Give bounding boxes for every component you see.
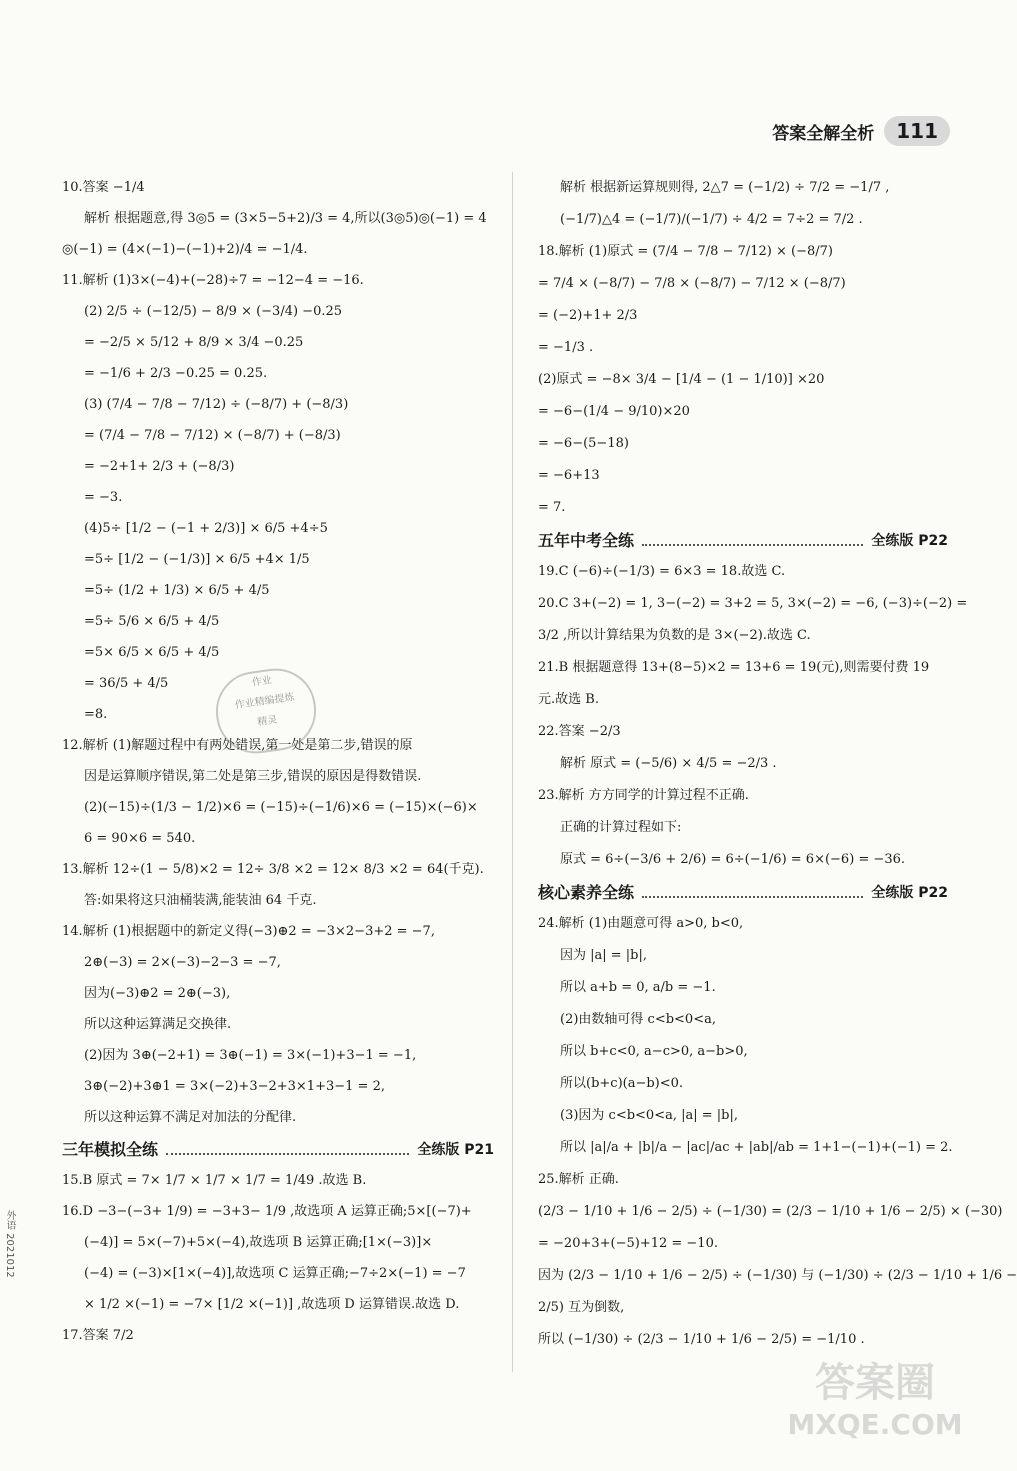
- watermark-logo: 答案圈 MXQE.COM: [787, 1360, 963, 1441]
- answer-line: =5÷ [1/2 − (−1/3)] × 6/5 +4× 1/5: [84, 552, 310, 567]
- answer-line: 所以这种运算不满足对加法的分配律.: [84, 1110, 297, 1125]
- dotted-leader: [166, 1145, 409, 1155]
- answer-line: =5÷ 5/6 × 6/5 + 4/5: [84, 614, 220, 629]
- dotted-leader: [642, 536, 863, 546]
- answer-line: =5× 6/5 × 6/5 + 4/5: [84, 645, 220, 660]
- question-start-line: 25.解析 正确.: [538, 1172, 619, 1187]
- answer-line: (−1/7)△4 = (−1/7)/(−1/7) ÷ 4/2 = 7÷2 = 7/2 .: [560, 212, 863, 227]
- question-start-line: 17.答案 7/2: [62, 1328, 134, 1343]
- question-start-line: 15.B 原式 = 7× 1/7 × 1/7 × 1/7 = 1/49 .故选 B.: [62, 1173, 367, 1188]
- answer-line: (3) (7/4 − 7/8 − 7/12) ÷ (−8/7) + (−8/3): [84, 397, 349, 412]
- question-start-line: 12.解析 (1)解题过程中有两处错误,第一处是第二步,错误的原: [62, 738, 413, 753]
- answer-line: 答:如果将这只油桶装满,能装油 64 千克.: [84, 893, 317, 908]
- section-reference: 全练版 P22: [871, 533, 948, 549]
- answer-line: = −6−(1/4 − 9/10)×20: [538, 404, 690, 419]
- section-reference: 全练版 P21: [417, 1142, 494, 1158]
- side-print-code: 外语 2021012: [4, 1210, 15, 1278]
- answer-line: =5÷ (1/2 + 1/3) × 6/5 + 4/5: [84, 583, 270, 598]
- left-column: [62, 172, 494, 1351]
- question-start-line: 20.C 3+(−2) = 1, 3−(−2) = 3+2 = 5, 3×(−2) = −6, (−3)÷(−2) =: [538, 596, 968, 611]
- answer-line: (−4)] = 5×(−7)+5×(−4),故选项 B 运算正确;[1×(−3)]×: [84, 1235, 433, 1250]
- answer-line: 解析 原式 = (−5/6) × 4/5 = −2/3 .: [560, 756, 777, 771]
- answer-line: × 1/2 ×(−1) = −7× [1/2 ×(−1)] ,故选项 D 运算错误.故选 D.: [84, 1297, 460, 1312]
- page-header: [772, 116, 950, 146]
- answer-line: = −6−(5−18): [538, 436, 629, 451]
- answer-line: (4)5÷ [1/2 − (−1 + 2/3)] × 6/5 +4÷5: [84, 521, 328, 536]
- answer-line: 所以 (−1/30) ÷ (2/3 − 1/10 + 1/6 − 2/5) = −1/10 .: [538, 1332, 865, 1347]
- answer-line: 2⊕(−3) = 2×(−3)−2−3 = −7,: [84, 955, 281, 970]
- question-start-line: 22.答案 −2/3: [538, 724, 621, 739]
- question-start-line: 14.解析 (1)根据题中的新定义得(−3)⊕2 = −3×2−3+2 = −7,: [62, 924, 435, 939]
- answer-line: 因为(−3)⊕2 = 2⊕(−3),: [84, 986, 231, 1001]
- answer-line: (2/3 − 1/10 + 1/6 − 2/5) ÷ (−1/30) = (2/3 − 1/10 + 1/6 − 2/5) × (−30): [538, 1204, 1003, 1219]
- answer-line: 所以这种运算满足交换律.: [84, 1017, 232, 1032]
- answer-line: = 7/4 × (−8/7) − 7/8 × (−8/7) − 7/12 × (−8/7): [538, 276, 846, 291]
- section-header: [538, 532, 948, 550]
- header-title: 答案全解全析: [772, 123, 875, 144]
- answer-line: 所以(b+c)(a−b)<0.: [560, 1076, 684, 1091]
- answer-line: (2)因为 3⊕(−2+1) = 3⊕(−1) = 3×(−1)+3−1 = −1,: [84, 1048, 417, 1063]
- answer-line: 元.故选 B.: [538, 692, 599, 707]
- answer-line: 正确的计算过程如下:: [560, 820, 682, 835]
- page-number: 111: [884, 116, 950, 146]
- answer-line: = −2+1+ 2/3 + (−8/3): [84, 459, 235, 474]
- answer-line: 所以 a+b = 0, a/b = −1.: [560, 980, 716, 995]
- section-title: 核心素养全练: [538, 883, 635, 902]
- answer-line: (−4) = (−3)×[1×(−4)],故选项 C 运算正确;−7÷2×(−1) = −7: [84, 1266, 466, 1281]
- section-title: 三年模拟全练: [62, 1140, 159, 1159]
- answer-line: 因是运算顺序错误,第二处是第三步,错误的原因是得数错误.: [84, 769, 422, 784]
- dotted-leader: [642, 888, 863, 898]
- homework-stamp: 作业 作业精编提炼 精灵: [211, 663, 321, 758]
- section-header: [62, 1141, 494, 1159]
- answer-line: (2)(−15)÷(1/3 − 1/2)×6 = (−15)÷(−1/6)×6 = (−15)×(−6)×: [84, 800, 478, 815]
- answer-line: 2/5) 互为倒数,: [538, 1300, 625, 1315]
- answer-line: = 7.: [538, 500, 566, 515]
- question-start-line: 16.D −3−(−3+ 1/9) = −3+3− 1/9 ,故选项 A 运算正确;5×[(−7)+: [62, 1204, 472, 1219]
- section-header: [538, 884, 948, 902]
- answer-line: = −3.: [84, 490, 123, 505]
- answer-line: 因为 (2/3 − 1/10 + 1/6 − 2/5) ÷ (−1/30) 与 (−1/30) ÷ (2/3 − 1/10 + 1/6 −: [538, 1268, 1017, 1283]
- answer-line: ◎(−1) = (4×(−1)−(−1)+2)/4 = −1/4.: [62, 242, 308, 257]
- section-reference: 全练版 P22: [871, 885, 948, 901]
- answer-line: = −1/3 .: [538, 340, 594, 355]
- answer-line: 解析 根据新运算规则得, 2△7 = (−1/2) ÷ 7/2 = −1/7 ,: [560, 180, 890, 195]
- question-start-line: 23.解析 方方同学的计算过程不正确.: [538, 788, 749, 803]
- answer-line: (2)由数轴可得 c<b<0<a,: [560, 1012, 716, 1027]
- question-start-line: 18.解析 (1)原式 = (7/4 − 7/8 − 7/12) × (−8/7): [538, 244, 833, 259]
- answer-line: = −1/6 + 2/3 −0.25 = 0.25.: [84, 366, 268, 381]
- answer-line: = −6+13: [538, 468, 600, 483]
- answer-line: = (−2)+1+ 2/3: [538, 308, 638, 323]
- answer-line: = −2/5 × 5/12 + 8/9 × 3/4 −0.25: [84, 335, 304, 350]
- question-start-line: 24.解析 (1)由题意可得 a>0, b<0,: [538, 916, 744, 931]
- answer-line: (2)原式 = −8× 3/4 − [1/4 − (1 − 1/10)] ×20: [538, 372, 825, 387]
- answer-line: =8.: [84, 707, 108, 722]
- answer-line: 3/2 ,所以计算结果为负数的是 3×(−2).故选 C.: [538, 628, 811, 643]
- answer-line: = (7/4 − 7/8 − 7/12) × (−8/7) + (−8/3): [84, 428, 341, 443]
- answer-line: 所以 |a|/a + |b|/a − |ac|/ac + |ab|/ab = 1+1−(−1)+(−1) = 2.: [560, 1140, 953, 1155]
- answer-line: 所以 b+c<0, a−c>0, a−b>0,: [560, 1044, 748, 1059]
- answer-line: = 36/5 + 4/5: [84, 676, 169, 691]
- answer-line: 原式 = 6÷(−3/6 + 2/6) = 6÷(−1/6) = 6×(−6) = −36.: [560, 852, 905, 867]
- answer-line: 因为 |a| = |b|,: [560, 948, 648, 963]
- answer-line: (3)因为 c<b<0<a, |a| = |b|,: [560, 1108, 738, 1123]
- right-column: [538, 172, 1017, 1356]
- answer-line: 解析 根据题意,得 3◎5 = (3×5−5+2)/3 = 4,所以(3◎5)◎(−1) = 4: [84, 211, 487, 226]
- answer-line: (2) 2/5 ÷ (−12/5) − 8/9 × (−3/4) −0.25: [84, 304, 343, 319]
- answer-line: 6 = 90×6 = 540.: [84, 831, 196, 846]
- column-divider: [512, 172, 513, 1372]
- section-title: 五年中考全练: [538, 531, 635, 550]
- answer-line: = −20+3+(−5)+12 = −10.: [538, 1236, 718, 1251]
- question-start-line: 13.解析 12÷(1 − 5/8)×2 = 12÷ 3/8 ×2 = 12× 8/3 ×2 = 64(千克).: [62, 862, 484, 877]
- question-start-line: 21.B 根据题意得 13+(8−5)×2 = 13+6 = 19(元),则需要付费 19: [538, 660, 930, 675]
- question-start-line: 11.解析 (1)3×(−4)+(−28)÷7 = −12−4 = −16.: [62, 273, 364, 288]
- question-start-line: 10.答案 −1/4: [62, 180, 145, 195]
- answer-line: 3⊕(−2)+3⊕1 = 3×(−2)+3−2+3×1+3−1 = 2,: [84, 1079, 385, 1094]
- question-start-line: 19.C (−6)÷(−1/3) = 6×3 = 18.故选 C.: [538, 564, 786, 579]
